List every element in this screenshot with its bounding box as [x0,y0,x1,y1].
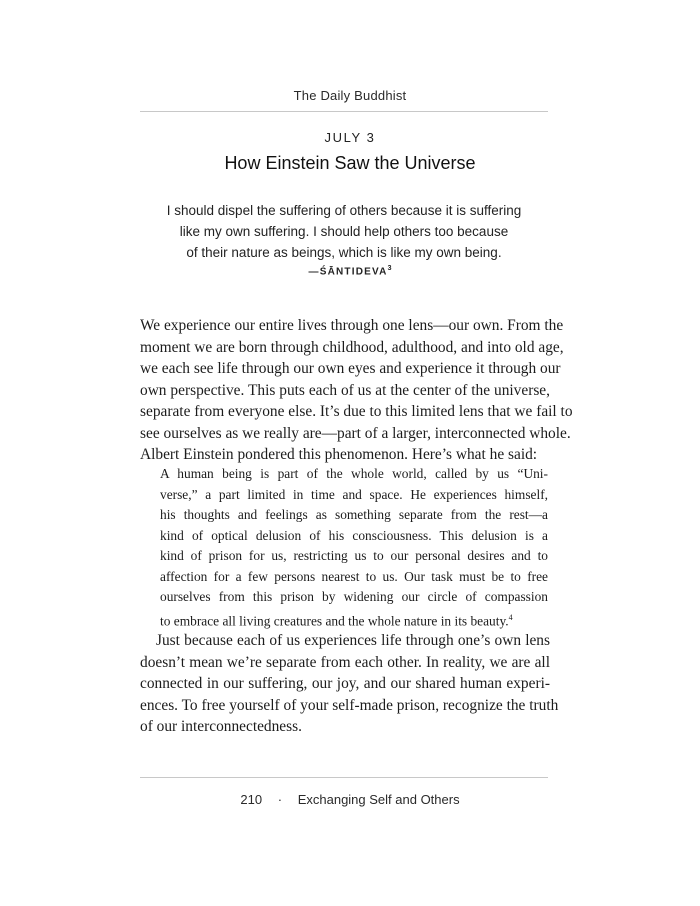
epigraph [140,200,548,263]
entry-title: How Einstein Saw the Universe [224,153,476,173]
quote-line: his thoughts and feelings as something separate from the rest—a [160,507,548,522]
epigraph-line: like my own suffering. I should help others too because [179,224,509,239]
epigraph-line: of their nature as beings, which is like my own being. [186,245,502,260]
body-paragraph-2 [140,630,559,738]
quote-line [160,608,548,632]
paragraph-line: ences. To free yourself of your self-made prison, recognize the truth [140,696,559,714]
paragraph-line: Albert Einstein pondered this phenomenon. Here’s what he said: [140,446,538,463]
einstein-quote [160,464,548,631]
attribution-name: —ŚĀNTIDEVA [308,266,388,278]
entry-date: JULY 3 [324,130,376,145]
section-title: Exchanging Self and Others [297,792,460,807]
epigraph-line: I should dispel the suffering of others because it is suffering [166,203,522,218]
header-rule [140,111,548,112]
paragraph-line: we each see life through our own eyes and experience it through our [140,360,561,377]
paragraph-line: separate from everyone else. It’s due to this limited lens that we fail to [140,403,573,420]
quote-line: verse,” a part limited in time and space. He experiences himself, [160,486,548,502]
epigraph-attribution [0,265,700,277]
paragraph-line: see ourselves as we really are—part of a larger, interconnected whole. [140,424,571,442]
footer-separator: · [277,792,283,807]
quote-endnote: 4 [508,612,513,622]
paragraph-line: of our interconnectedness. [140,718,302,735]
page-footer [0,792,700,807]
paragraph-line: Just because each of us experiences life through one’s own lens [156,632,550,649]
attribution-endnote: 3 [387,265,392,272]
quote-line-text: to embrace all living creatures and the whole nature in its beauty. [160,612,509,628]
footer-rule [140,777,548,778]
paragraph-line: doesn’t mean we’re separate from each other. In reality, we are all [140,653,550,671]
quote-line: affection for a few persons nearest to us. Our task must be to free [160,568,548,584]
page-number: 210 [240,792,263,807]
paragraph-line: moment we are born through childhood, adulthood, and into old age, [140,338,564,356]
quote-line: ourselves from this prison by widening our circle of compassion [160,589,548,604]
paragraph-line: We experience our entire lives through one lens—our own. From the [140,317,564,334]
quote-line: kind of optical delusion of his consciousness. This delusion is a [160,527,548,543]
paragraph-line: connected in our suffering, our joy, and our shared human experi- [140,675,550,692]
paragraph-line: own perspective. This puts each of us at the center of the universe, [140,381,550,399]
running-head: The Daily Buddhist [293,88,407,103]
body-paragraph-1 [140,315,573,466]
quote-line: A human being is part of the whole world, called by us “Uni- [160,466,548,481]
quote-line: kind of prison for us, restricting us to our personal desires and to [160,548,548,563]
